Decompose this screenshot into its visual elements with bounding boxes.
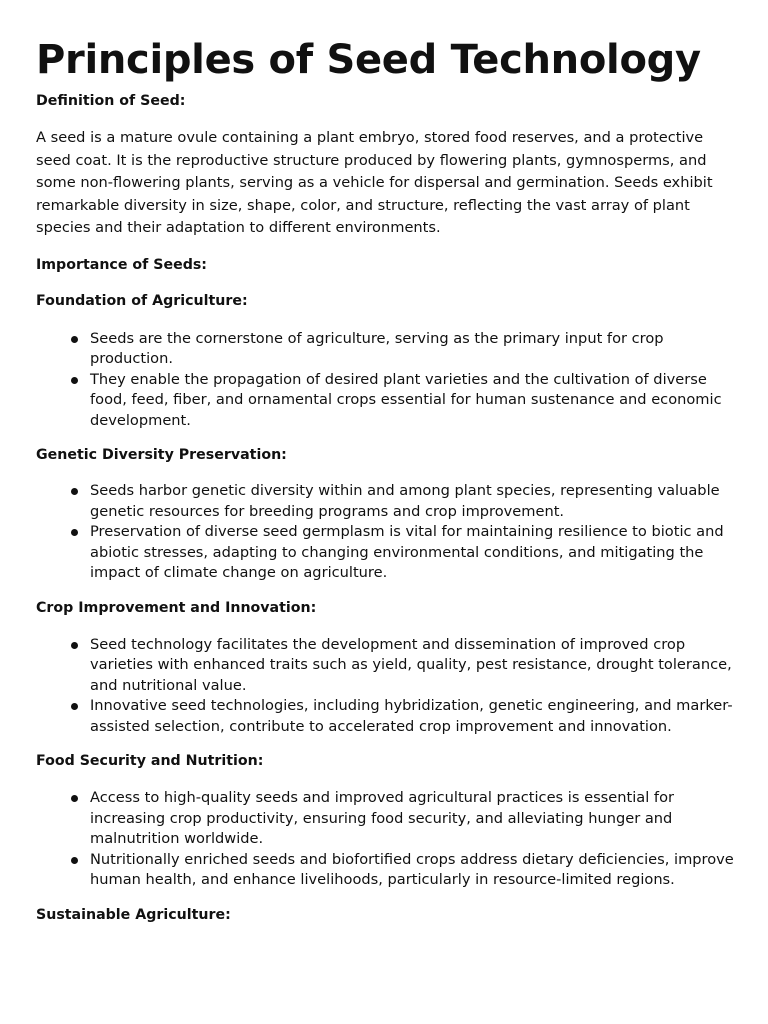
list-item-text: Innovative seed technologies, including hybridization, genetic engineering, and marker-assisted selection, contribute to accelerated crop improvement and innovation. xyxy=(90,697,733,735)
bullet-icon xyxy=(71,488,78,495)
list-item-text: Preservation of diverse seed germplasm is vital for maintaining resilience to biotic and abiotic stresses, adapting to changing environmental conditions, and mitigating the impact of climate change on agriculture. xyxy=(90,523,724,581)
section-heading-genetic-diversity: Genetic Diversity Preservation: xyxy=(36,447,287,463)
list-item xyxy=(36,696,738,737)
section-list-food-security xyxy=(36,788,738,891)
bullet-icon xyxy=(71,529,78,536)
bullet-icon xyxy=(71,377,78,384)
bullet-icon xyxy=(71,795,78,802)
section-list-foundation xyxy=(36,329,738,432)
list-item xyxy=(36,635,738,697)
bullet-icon xyxy=(71,703,78,710)
list-item xyxy=(36,370,738,432)
list-item-text: Seeds harbor genetic diversity within and among plant species, representing valuable genetic resources for breeding programs and crop improvement. xyxy=(90,482,720,520)
page-title: Principles of Seed Technology xyxy=(36,37,701,83)
section-list-crop-improvement xyxy=(36,635,738,738)
section-heading-food-security: Food Security and Nutrition: xyxy=(36,753,264,769)
list-item-text: Access to high-quality seeds and improved agricultural practices is essential for increasing crop productivity, ensuring food security, and alleviating hunger and malnutrition worldwide. xyxy=(90,789,674,847)
section-heading-foundation: Foundation of Agriculture: xyxy=(36,292,248,309)
list-item xyxy=(36,788,738,850)
list-item-text: Seed technology facilitates the development and dissemination of improved crop varieties with enhanced traits such as yield, quality, pest resistance, drought tolerance, and nutritional value. xyxy=(90,635,732,694)
definition-heading: Definition of Seed: xyxy=(36,93,186,109)
bullet-icon xyxy=(71,857,78,864)
bullet-icon xyxy=(71,642,78,649)
section-heading-crop-improvement: Crop Improvement and Innovation: xyxy=(36,599,317,616)
list-item xyxy=(36,850,738,891)
list-item-text: Seeds are the cornerstone of agriculture, serving as the primary input for crop production. xyxy=(90,329,664,367)
list-item-text: They enable the propagation of desired plant varieties and the cultivation of diverse food, feed, fiber, and ornamental crops essential for human sustenance and economic development. xyxy=(90,370,722,429)
list-item xyxy=(36,329,738,370)
section-heading-sustainable-agriculture: Sustainable Agriculture: xyxy=(36,906,231,923)
importance-heading: Importance of Seeds: xyxy=(36,256,207,273)
list-item-text: Nutritionally enriched seeds and biofortified crops address dietary deficiencies, improve human health, and enhance livelihoods, particularly in resource-limited regions. xyxy=(90,850,734,888)
section-list-genetic-diversity xyxy=(36,481,738,584)
list-item xyxy=(36,522,738,584)
bullet-icon xyxy=(71,336,78,343)
definition-paragraph: A seed is a mature ovule containing a plant embryo, stored food reserves, and a protective seed coat. It is the reproductive structure produced by flowering plants, gymnosperms, and some non-flowering plants, serving as a vehicle for dispersal and germination. Seeds exhibit remarkable diversity in size, shape, color, and structure, reflecting the vast array of plant species and their adaptation to different environments. xyxy=(36,129,713,236)
list-item xyxy=(36,481,738,522)
